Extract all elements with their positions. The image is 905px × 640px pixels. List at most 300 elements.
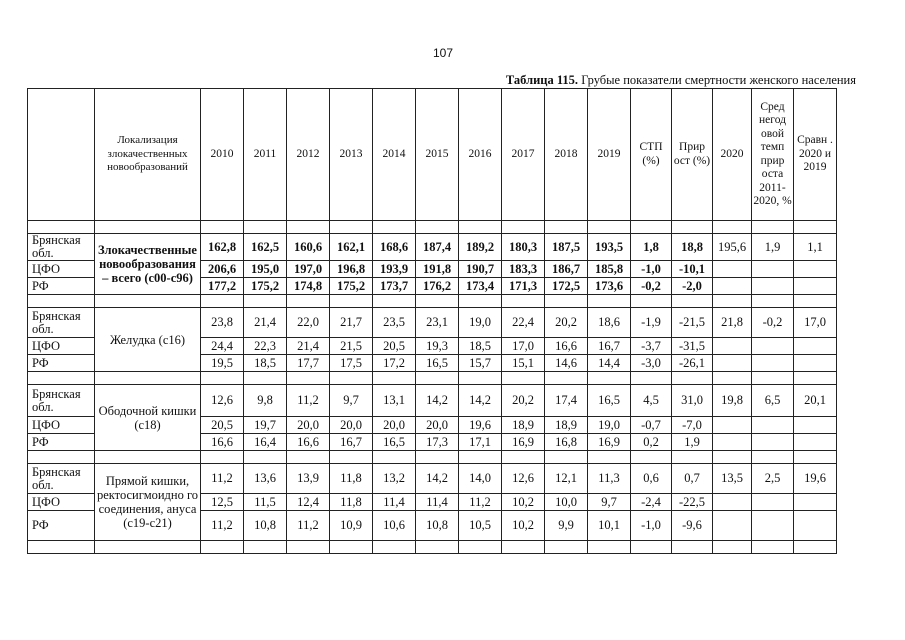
- value-cell: 187,5: [545, 234, 588, 261]
- table-row: [28, 385, 837, 417]
- header-year-2012: 2012: [287, 89, 330, 221]
- mortality-table: [27, 88, 837, 554]
- spacer-row: [28, 541, 837, 554]
- empty-cell: [95, 295, 201, 308]
- spacer-row: [28, 372, 837, 385]
- value-cell: 11,2: [201, 464, 244, 494]
- empty-cell: [244, 372, 287, 385]
- empty-cell: [631, 451, 672, 464]
- empty-cell: [244, 451, 287, 464]
- header-year-2014: 2014: [373, 89, 416, 221]
- value-cell: 16,4: [244, 434, 287, 451]
- value-cell: 11,4: [373, 494, 416, 511]
- value-cell: 18,5: [244, 355, 287, 372]
- value-cell: 11,2: [201, 511, 244, 541]
- value-cell: 168,6: [373, 234, 416, 261]
- empty-cell: [752, 221, 794, 234]
- empty-cell: [752, 372, 794, 385]
- header-growth: Прир ост (%): [672, 89, 713, 221]
- value-2020-cell: [713, 261, 752, 278]
- region-cell: Брянская обл.: [28, 234, 95, 261]
- value-cell: 173,7: [373, 278, 416, 295]
- avg-rate-cell: 6,5: [752, 385, 794, 417]
- empty-cell: [545, 372, 588, 385]
- value-2020-cell: 195,6: [713, 234, 752, 261]
- value-cell: 16,6: [201, 434, 244, 451]
- empty-cell: [95, 221, 201, 234]
- value-cell: 21,4: [244, 308, 287, 338]
- empty-cell: [502, 541, 545, 554]
- value-cell: 24,4: [201, 338, 244, 355]
- region-cell: РФ: [28, 511, 95, 541]
- header-year-2011: 2011: [244, 89, 287, 221]
- value-cell: 16,7: [588, 338, 631, 355]
- empty-cell: [588, 221, 631, 234]
- region-cell: Брянская обл.: [28, 385, 95, 417]
- empty-cell: [244, 541, 287, 554]
- value-cell: 12,1: [545, 464, 588, 494]
- growth-cell: 0,7: [672, 464, 713, 494]
- empty-cell: [502, 295, 545, 308]
- value-2020-cell: [713, 278, 752, 295]
- table-row: [28, 234, 837, 261]
- empty-cell: [459, 221, 502, 234]
- page-number: 107: [432, 46, 454, 60]
- empty-cell: [631, 541, 672, 554]
- empty-cell: [330, 541, 373, 554]
- table-row: [28, 464, 837, 494]
- value-cell: 19,0: [459, 308, 502, 338]
- empty-cell: [459, 295, 502, 308]
- avg-rate-cell: [752, 261, 794, 278]
- value-cell: 171,3: [502, 278, 545, 295]
- value-cell: 185,8: [588, 261, 631, 278]
- empty-cell: [545, 541, 588, 554]
- empty-cell: [672, 221, 713, 234]
- avg-rate-cell: [752, 511, 794, 541]
- avg-rate-cell: [752, 338, 794, 355]
- empty-cell: [416, 221, 459, 234]
- table-row: [28, 308, 837, 338]
- value-cell: 11,8: [330, 464, 373, 494]
- compare-cell: 1,1: [794, 234, 837, 261]
- value-cell: 19,7: [244, 417, 287, 434]
- caption-label: Таблица 115.: [505, 73, 579, 87]
- empty-cell: [588, 295, 631, 308]
- value-cell: 16,5: [588, 385, 631, 417]
- compare-cell: 19,6: [794, 464, 837, 494]
- spacer-row: [28, 221, 837, 234]
- value-cell: 13,2: [373, 464, 416, 494]
- empty-cell: [713, 372, 752, 385]
- value-cell: 10,8: [244, 511, 287, 541]
- value-cell: 22,4: [502, 308, 545, 338]
- empty-cell: [794, 295, 837, 308]
- header-year-2016: 2016: [459, 89, 502, 221]
- value-cell: 193,5: [588, 234, 631, 261]
- stp-cell: -1,0: [631, 261, 672, 278]
- value-cell: 191,8: [416, 261, 459, 278]
- empty-cell: [28, 451, 95, 464]
- value-2020-cell: 21,8: [713, 308, 752, 338]
- value-cell: 19,3: [416, 338, 459, 355]
- region-cell: Брянская обл.: [28, 308, 95, 338]
- value-cell: 16,7: [330, 434, 373, 451]
- value-2020-cell: [713, 338, 752, 355]
- growth-cell: -26,1: [672, 355, 713, 372]
- region-cell: РФ: [28, 278, 95, 295]
- value-cell: 197,0: [287, 261, 330, 278]
- value-cell: 177,2: [201, 278, 244, 295]
- value-cell: 21,7: [330, 308, 373, 338]
- value-2020-cell: [713, 417, 752, 434]
- value-cell: 18,9: [502, 417, 545, 434]
- localization-cell: Желудка (c16): [95, 308, 201, 372]
- value-cell: 16,8: [545, 434, 588, 451]
- value-cell: 20,5: [201, 417, 244, 434]
- value-2020-cell: [713, 494, 752, 511]
- value-cell: 10,8: [416, 511, 459, 541]
- growth-cell: -10,1: [672, 261, 713, 278]
- stp-cell: 4,5: [631, 385, 672, 417]
- empty-cell: [545, 295, 588, 308]
- value-cell: 11,2: [287, 385, 330, 417]
- header-stp: СТП (%): [631, 89, 672, 221]
- value-cell: 19,5: [201, 355, 244, 372]
- empty-cell: [459, 541, 502, 554]
- header-year-2013: 2013: [330, 89, 373, 221]
- value-cell: 11,4: [416, 494, 459, 511]
- header-compare: Сравн . 2020 и 2019: [794, 89, 837, 221]
- value-cell: 11,5: [244, 494, 287, 511]
- avg-rate-cell: 2,5: [752, 464, 794, 494]
- empty-cell: [459, 451, 502, 464]
- empty-cell: [416, 541, 459, 554]
- value-cell: 16,6: [287, 434, 330, 451]
- avg-rate-cell: [752, 355, 794, 372]
- compare-cell: [794, 338, 837, 355]
- stp-cell: -0,7: [631, 417, 672, 434]
- value-cell: 12,6: [502, 464, 545, 494]
- compare-cell: 20,1: [794, 385, 837, 417]
- value-cell: 10,6: [373, 511, 416, 541]
- value-cell: 162,1: [330, 234, 373, 261]
- value-cell: 21,5: [330, 338, 373, 355]
- growth-cell: -22,5: [672, 494, 713, 511]
- empty-cell: [201, 295, 244, 308]
- region-cell: ЦФО: [28, 338, 95, 355]
- spacer-row: [28, 295, 837, 308]
- value-cell: 10,5: [459, 511, 502, 541]
- value-cell: 15,7: [459, 355, 502, 372]
- empty-cell: [201, 541, 244, 554]
- empty-cell: [28, 295, 95, 308]
- value-cell: 10,2: [502, 494, 545, 511]
- empty-cell: [95, 372, 201, 385]
- value-cell: 174,8: [287, 278, 330, 295]
- value-cell: 14,2: [416, 385, 459, 417]
- growth-cell: -21,5: [672, 308, 713, 338]
- growth-cell: 31,0: [672, 385, 713, 417]
- value-cell: 18,9: [545, 417, 588, 434]
- empty-cell: [502, 451, 545, 464]
- empty-cell: [330, 221, 373, 234]
- value-cell: 187,4: [416, 234, 459, 261]
- value-cell: 11,2: [287, 511, 330, 541]
- value-cell: 20,0: [330, 417, 373, 434]
- value-cell: 16,9: [588, 434, 631, 451]
- value-cell: 180,3: [502, 234, 545, 261]
- value-cell: 12,6: [201, 385, 244, 417]
- value-cell: 17,7: [287, 355, 330, 372]
- empty-cell: [752, 541, 794, 554]
- empty-cell: [287, 221, 330, 234]
- region-cell: РФ: [28, 434, 95, 451]
- localization-cell: Ободочной кишки (c18): [95, 385, 201, 451]
- avg-rate-cell: [752, 417, 794, 434]
- value-2020-cell: 19,8: [713, 385, 752, 417]
- value-cell: 162,8: [201, 234, 244, 261]
- empty-cell: [631, 221, 672, 234]
- caption-text: Грубые показатели смертности женского населения: [578, 73, 856, 87]
- value-cell: 10,1: [588, 511, 631, 541]
- value-cell: 22,0: [287, 308, 330, 338]
- compare-cell: [794, 511, 837, 541]
- empty-cell: [287, 372, 330, 385]
- empty-cell: [502, 372, 545, 385]
- empty-cell: [631, 372, 672, 385]
- header-year-2019: 2019: [588, 89, 631, 221]
- header-row: [28, 89, 837, 221]
- value-cell: 173,4: [459, 278, 502, 295]
- value-cell: 9,9: [545, 511, 588, 541]
- empty-cell: [28, 372, 95, 385]
- empty-cell: [287, 541, 330, 554]
- spacer-row: [28, 451, 837, 464]
- empty-cell: [287, 295, 330, 308]
- growth-cell: -7,0: [672, 417, 713, 434]
- value-cell: 17,1: [459, 434, 502, 451]
- compare-cell: 17,0: [794, 308, 837, 338]
- empty-cell: [752, 451, 794, 464]
- empty-cell: [244, 221, 287, 234]
- empty-cell: [588, 372, 631, 385]
- empty-cell: [545, 221, 588, 234]
- empty-cell: [95, 451, 201, 464]
- empty-cell: [373, 295, 416, 308]
- value-cell: 10,2: [502, 511, 545, 541]
- value-cell: 23,5: [373, 308, 416, 338]
- empty-cell: [201, 372, 244, 385]
- header-avg-rate: Сред негод овой темп прир оста 2011- 2020, %: [752, 89, 794, 221]
- value-cell: 19,0: [588, 417, 631, 434]
- region-cell: ЦФО: [28, 417, 95, 434]
- value-cell: 195,0: [244, 261, 287, 278]
- value-cell: 20,0: [373, 417, 416, 434]
- growth-cell: 1,9: [672, 434, 713, 451]
- stp-cell: 0,6: [631, 464, 672, 494]
- value-cell: 196,8: [330, 261, 373, 278]
- value-cell: 21,4: [287, 338, 330, 355]
- value-cell: 15,1: [502, 355, 545, 372]
- empty-cell: [416, 451, 459, 464]
- value-cell: 12,4: [287, 494, 330, 511]
- stp-cell: 0,2: [631, 434, 672, 451]
- compare-cell: [794, 355, 837, 372]
- value-cell: 189,2: [459, 234, 502, 261]
- value-cell: 17,3: [416, 434, 459, 451]
- stp-cell: 1,8: [631, 234, 672, 261]
- empty-cell: [373, 372, 416, 385]
- empty-cell: [416, 372, 459, 385]
- stp-cell: -0,2: [631, 278, 672, 295]
- value-cell: 23,8: [201, 308, 244, 338]
- empty-cell: [631, 295, 672, 308]
- compare-cell: [794, 434, 837, 451]
- stp-cell: -1,0: [631, 511, 672, 541]
- value-cell: 17,0: [502, 338, 545, 355]
- value-cell: 16,5: [416, 355, 459, 372]
- growth-cell: -9,6: [672, 511, 713, 541]
- value-cell: 10,0: [545, 494, 588, 511]
- value-cell: 18,6: [588, 308, 631, 338]
- empty-cell: [201, 451, 244, 464]
- empty-cell: [287, 451, 330, 464]
- value-cell: 193,9: [373, 261, 416, 278]
- empty-cell: [201, 221, 244, 234]
- value-cell: 13,1: [373, 385, 416, 417]
- value-cell: 20,2: [545, 308, 588, 338]
- empty-cell: [752, 295, 794, 308]
- empty-cell: [244, 295, 287, 308]
- header-year-2018: 2018: [545, 89, 588, 221]
- value-cell: 16,9: [502, 434, 545, 451]
- value-cell: 22,3: [244, 338, 287, 355]
- value-cell: 20,2: [502, 385, 545, 417]
- value-cell: 17,4: [545, 385, 588, 417]
- value-cell: 13,6: [244, 464, 287, 494]
- value-cell: 183,3: [502, 261, 545, 278]
- value-cell: 11,8: [330, 494, 373, 511]
- empty-cell: [794, 541, 837, 554]
- avg-rate-cell: 1,9: [752, 234, 794, 261]
- growth-cell: 18,8: [672, 234, 713, 261]
- empty-cell: [545, 451, 588, 464]
- empty-cell: [502, 221, 545, 234]
- header-year-2015: 2015: [416, 89, 459, 221]
- value-2020-cell: 13,5: [713, 464, 752, 494]
- empty-cell: [588, 451, 631, 464]
- compare-cell: [794, 278, 837, 295]
- value-cell: 17,5: [330, 355, 373, 372]
- region-cell: РФ: [28, 355, 95, 372]
- value-cell: 16,5: [373, 434, 416, 451]
- value-cell: 20,0: [416, 417, 459, 434]
- empty-cell: [459, 372, 502, 385]
- empty-cell: [373, 451, 416, 464]
- header-localization: Локализация злокачественных новообразований: [95, 89, 201, 221]
- value-cell: 14,6: [545, 355, 588, 372]
- value-cell: 11,3: [588, 464, 631, 494]
- empty-cell: [373, 541, 416, 554]
- avg-rate-cell: [752, 494, 794, 511]
- value-cell: 14,2: [459, 385, 502, 417]
- value-cell: 12,5: [201, 494, 244, 511]
- value-2020-cell: [713, 355, 752, 372]
- header-year-2017: 2017: [502, 89, 545, 221]
- value-cell: 23,1: [416, 308, 459, 338]
- value-cell: 176,2: [416, 278, 459, 295]
- growth-cell: -2,0: [672, 278, 713, 295]
- value-cell: 172,5: [545, 278, 588, 295]
- value-cell: 9,7: [330, 385, 373, 417]
- table-body: [28, 89, 837, 554]
- value-cell: 9,7: [588, 494, 631, 511]
- stp-cell: -2,4: [631, 494, 672, 511]
- empty-cell: [416, 295, 459, 308]
- empty-cell: [330, 295, 373, 308]
- value-cell: 162,5: [244, 234, 287, 261]
- empty-cell: [713, 541, 752, 554]
- empty-cell: [330, 372, 373, 385]
- value-cell: 10,9: [330, 511, 373, 541]
- localization-cell: Прямой кишки, ректосигмоидно го соединения, ануса (c19-c21): [95, 464, 201, 541]
- empty-cell: [28, 541, 95, 554]
- region-cell: ЦФО: [28, 494, 95, 511]
- value-cell: 206,6: [201, 261, 244, 278]
- avg-rate-cell: [752, 278, 794, 295]
- header-region: [28, 89, 95, 221]
- empty-cell: [713, 221, 752, 234]
- value-2020-cell: [713, 434, 752, 451]
- value-cell: 173,6: [588, 278, 631, 295]
- stp-cell: -3,7: [631, 338, 672, 355]
- value-cell: 18,5: [459, 338, 502, 355]
- empty-cell: [95, 541, 201, 554]
- compare-cell: [794, 261, 837, 278]
- value-cell: 160,6: [287, 234, 330, 261]
- empty-cell: [28, 221, 95, 234]
- value-cell: 14,0: [459, 464, 502, 494]
- value-cell: 9,8: [244, 385, 287, 417]
- value-cell: 14,2: [416, 464, 459, 494]
- empty-cell: [672, 541, 713, 554]
- empty-cell: [373, 221, 416, 234]
- value-cell: 11,2: [459, 494, 502, 511]
- empty-cell: [672, 372, 713, 385]
- growth-cell: -31,5: [672, 338, 713, 355]
- region-cell: Брянская обл.: [28, 464, 95, 494]
- value-cell: 17,2: [373, 355, 416, 372]
- value-cell: 20,5: [373, 338, 416, 355]
- stp-cell: -1,9: [631, 308, 672, 338]
- value-cell: 20,0: [287, 417, 330, 434]
- value-cell: 16,6: [545, 338, 588, 355]
- table-caption: [300, 73, 856, 88]
- empty-cell: [794, 372, 837, 385]
- region-cell: ЦФО: [28, 261, 95, 278]
- compare-cell: [794, 494, 837, 511]
- empty-cell: [672, 295, 713, 308]
- stp-cell: -3,0: [631, 355, 672, 372]
- empty-cell: [794, 221, 837, 234]
- header-year-2010: 2010: [201, 89, 244, 221]
- value-cell: 175,2: [330, 278, 373, 295]
- value-cell: 19,6: [459, 417, 502, 434]
- compare-cell: [794, 417, 837, 434]
- localization-cell: Злокачественные новообразования – всего (c00-c96): [95, 234, 201, 295]
- empty-cell: [330, 451, 373, 464]
